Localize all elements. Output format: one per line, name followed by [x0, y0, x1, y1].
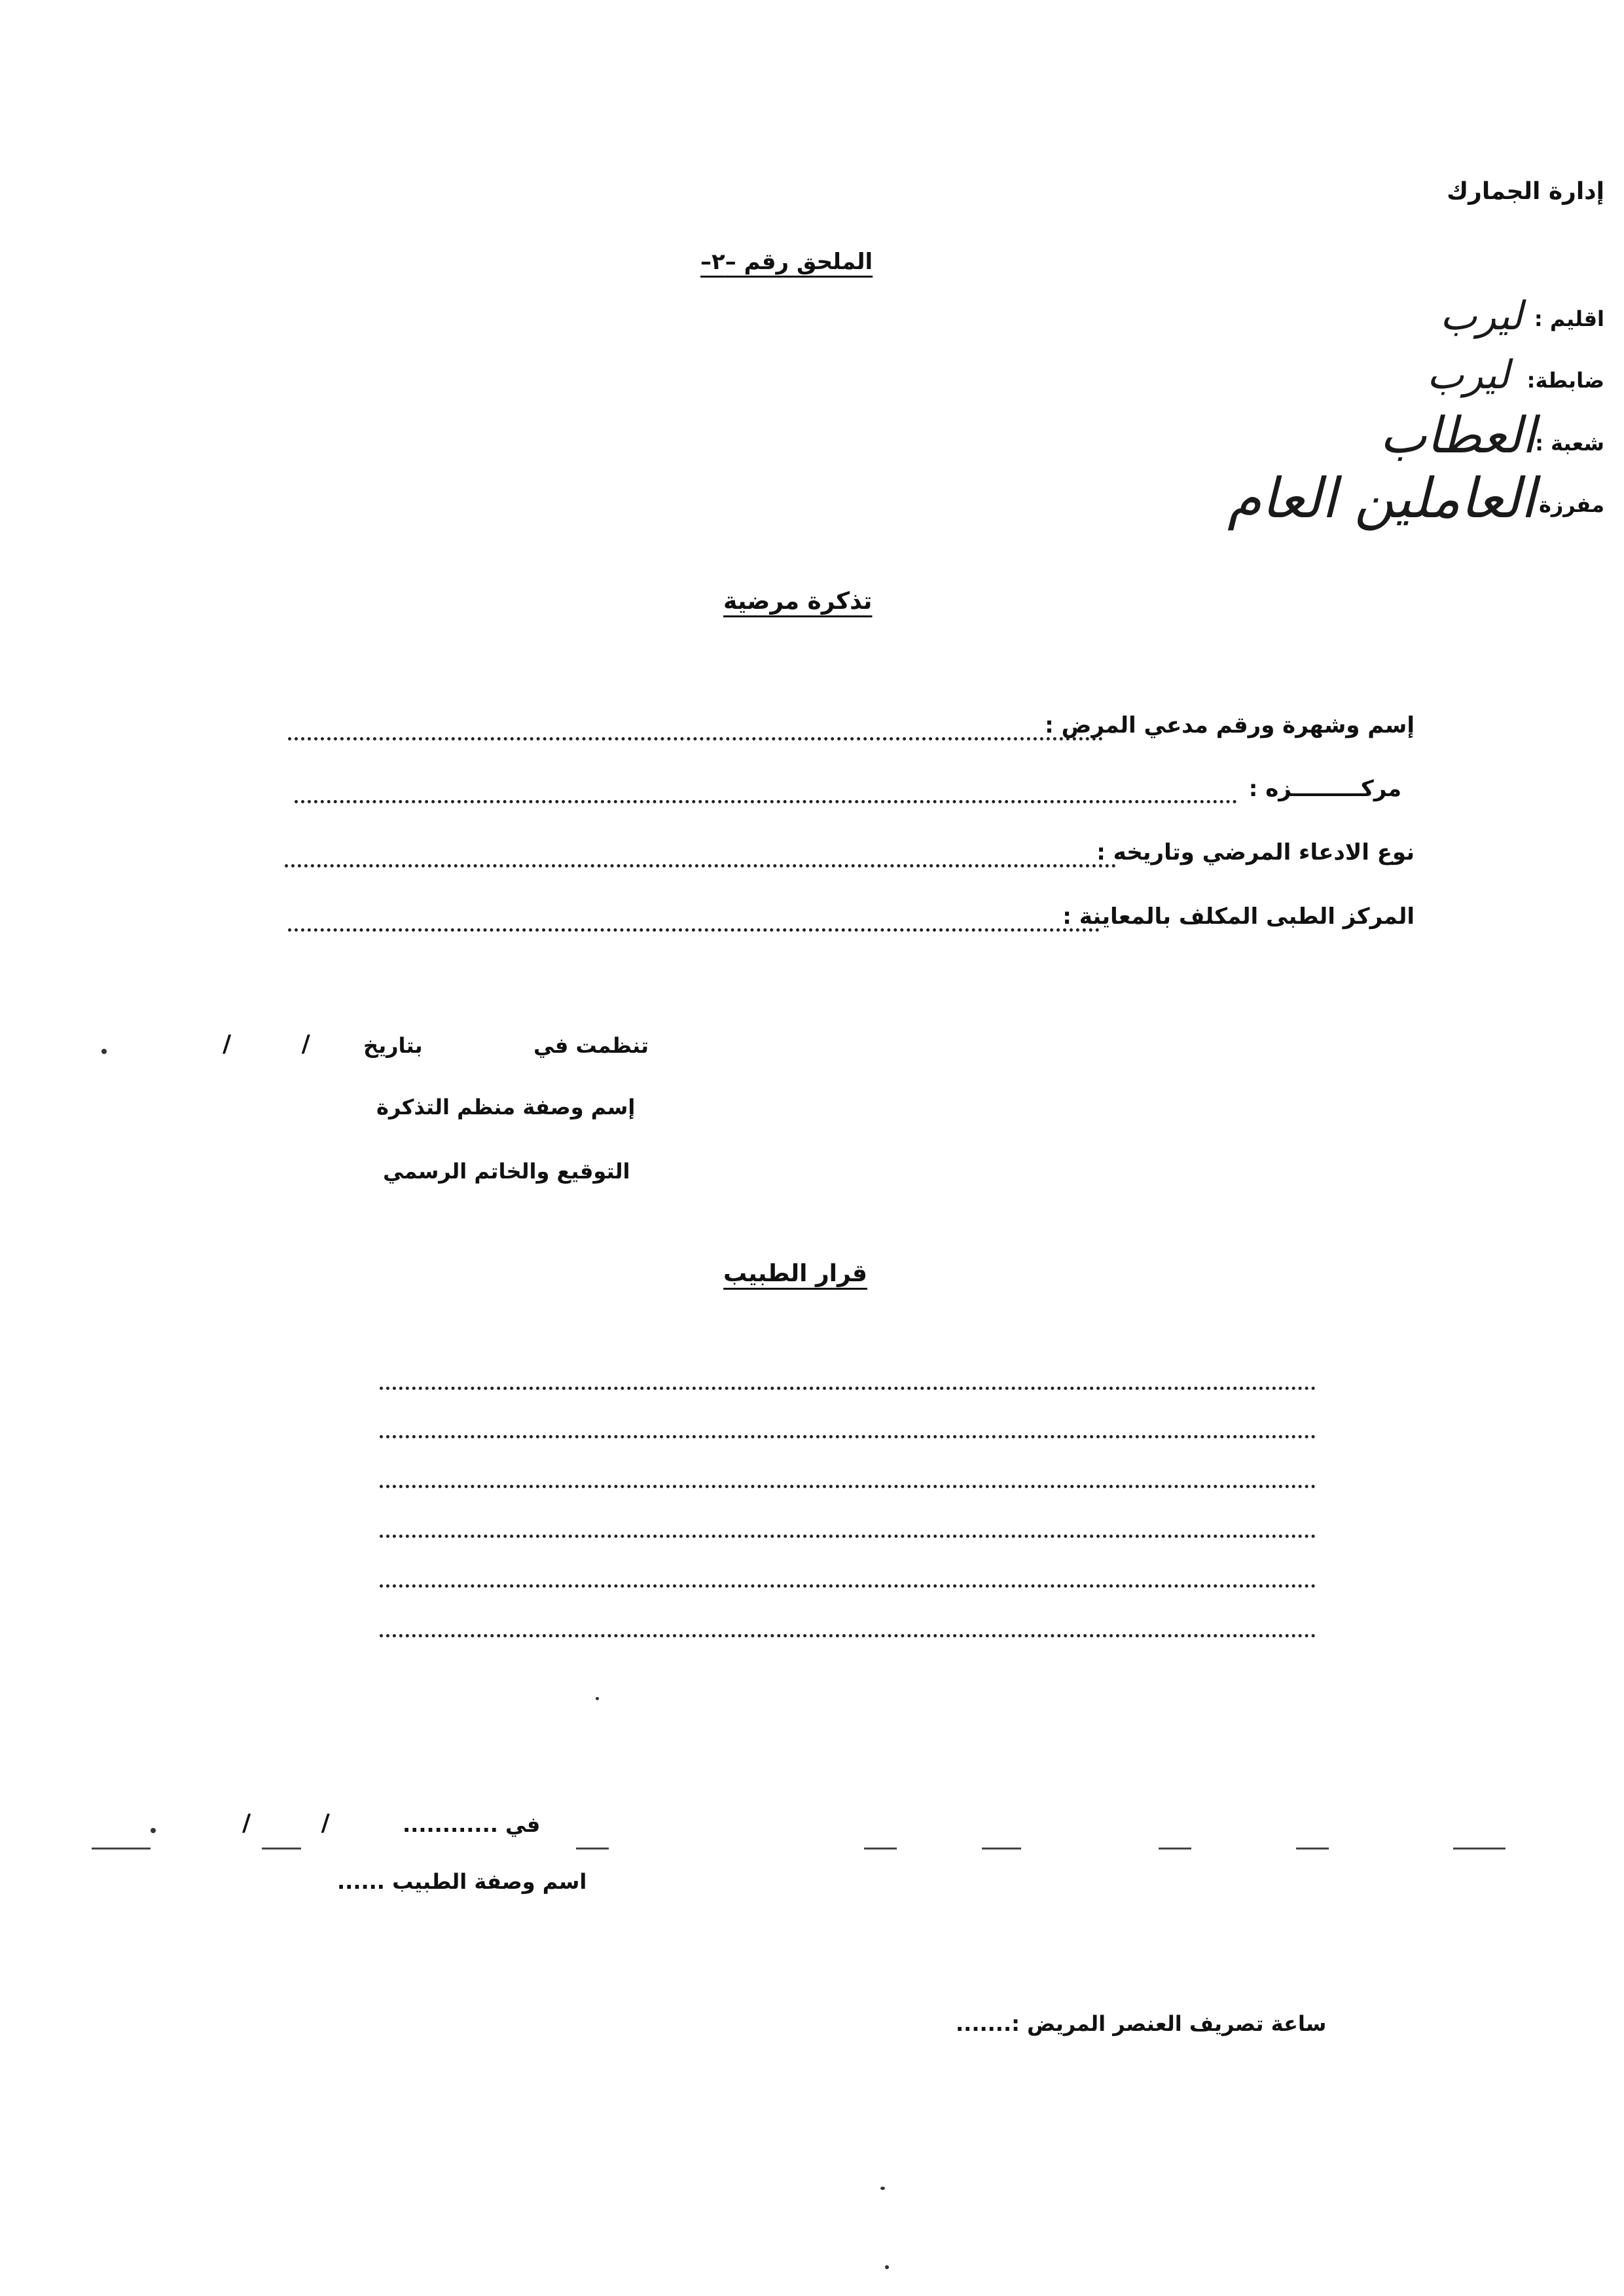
region-handwritten-value: ليرب	[1440, 293, 1523, 339]
decision-line-6	[380, 1634, 1316, 1637]
field-medical-center-label: المركز الطبى المكلف بالمعاينة :	[1062, 903, 1415, 930]
decision-line-3	[380, 1485, 1316, 1488]
district-handwritten-value: ليرب	[1427, 352, 1509, 398]
field-name-line	[288, 737, 1103, 740]
branch-label: شعبة :	[1535, 431, 1604, 456]
field-position-label: مركـــــــــزه :	[1248, 776, 1401, 802]
speck	[885, 2265, 889, 2269]
issued-date-slashes: / /	[223, 1030, 310, 1057]
scan-dash	[864, 1848, 897, 1850]
decision-date-slashes: / /	[242, 1810, 330, 1836]
unit-handwritten-value: العاملين العام	[1227, 466, 1536, 530]
branch-handwritten-value: العطاب	[1380, 406, 1536, 464]
organized-in-label: تنظمت في	[533, 1033, 649, 1058]
discharge-time-label: ساعة تصريف العنصر المريض :.......	[956, 2011, 1327, 2036]
field-position-line	[295, 800, 1237, 803]
administration-title: إدارة الجمارك	[1447, 178, 1604, 205]
scan-dash	[1453, 1848, 1506, 1850]
decision-line-2	[380, 1435, 1316, 1438]
field-claim-type-label: نوع الادعاء المرضي وتاريخه :	[1096, 839, 1415, 866]
scan-dash	[576, 1848, 609, 1850]
scan-dash	[92, 1848, 151, 1850]
decision-title: قرار الطبيب	[723, 1260, 867, 1287]
field-name-label: إسم وشهرة ورقم مدعي المرض :	[1045, 712, 1415, 738]
form-title: تذكرة مرضية	[723, 588, 873, 615]
speck	[101, 1049, 107, 1054]
doctor-name-label: اسم وصفة الطبيب ......	[337, 1869, 587, 1894]
scan-dash	[262, 1848, 301, 1850]
field-medical-center-line	[288, 928, 1100, 932]
decision-line-5	[380, 1584, 1316, 1588]
speck	[880, 2187, 885, 2190]
scan-dash	[982, 1848, 1021, 1850]
signature-label: التوقيع والخاتم الرسمي	[383, 1159, 630, 1184]
annex-number: الملحق رقم –٢–	[700, 249, 873, 275]
speck	[151, 1828, 156, 1833]
on-date-label: بتاريخ	[363, 1033, 423, 1058]
district-label: ضابطة:	[1526, 368, 1604, 393]
speck	[596, 1697, 599, 1700]
scan-dash	[1159, 1848, 1191, 1850]
issuer-name-label: إسم وصفة منظم التذكرة	[376, 1095, 636, 1120]
unit-label: مفرزة	[1538, 492, 1604, 517]
scan-dash	[1296, 1848, 1329, 1850]
field-claim-type-line	[285, 864, 1116, 867]
decision-in-label: في ............	[403, 1812, 541, 1837]
decision-line-4	[380, 1535, 1316, 1538]
decision-line-1	[380, 1387, 1316, 1390]
region-label: اقليم :	[1534, 306, 1604, 331]
